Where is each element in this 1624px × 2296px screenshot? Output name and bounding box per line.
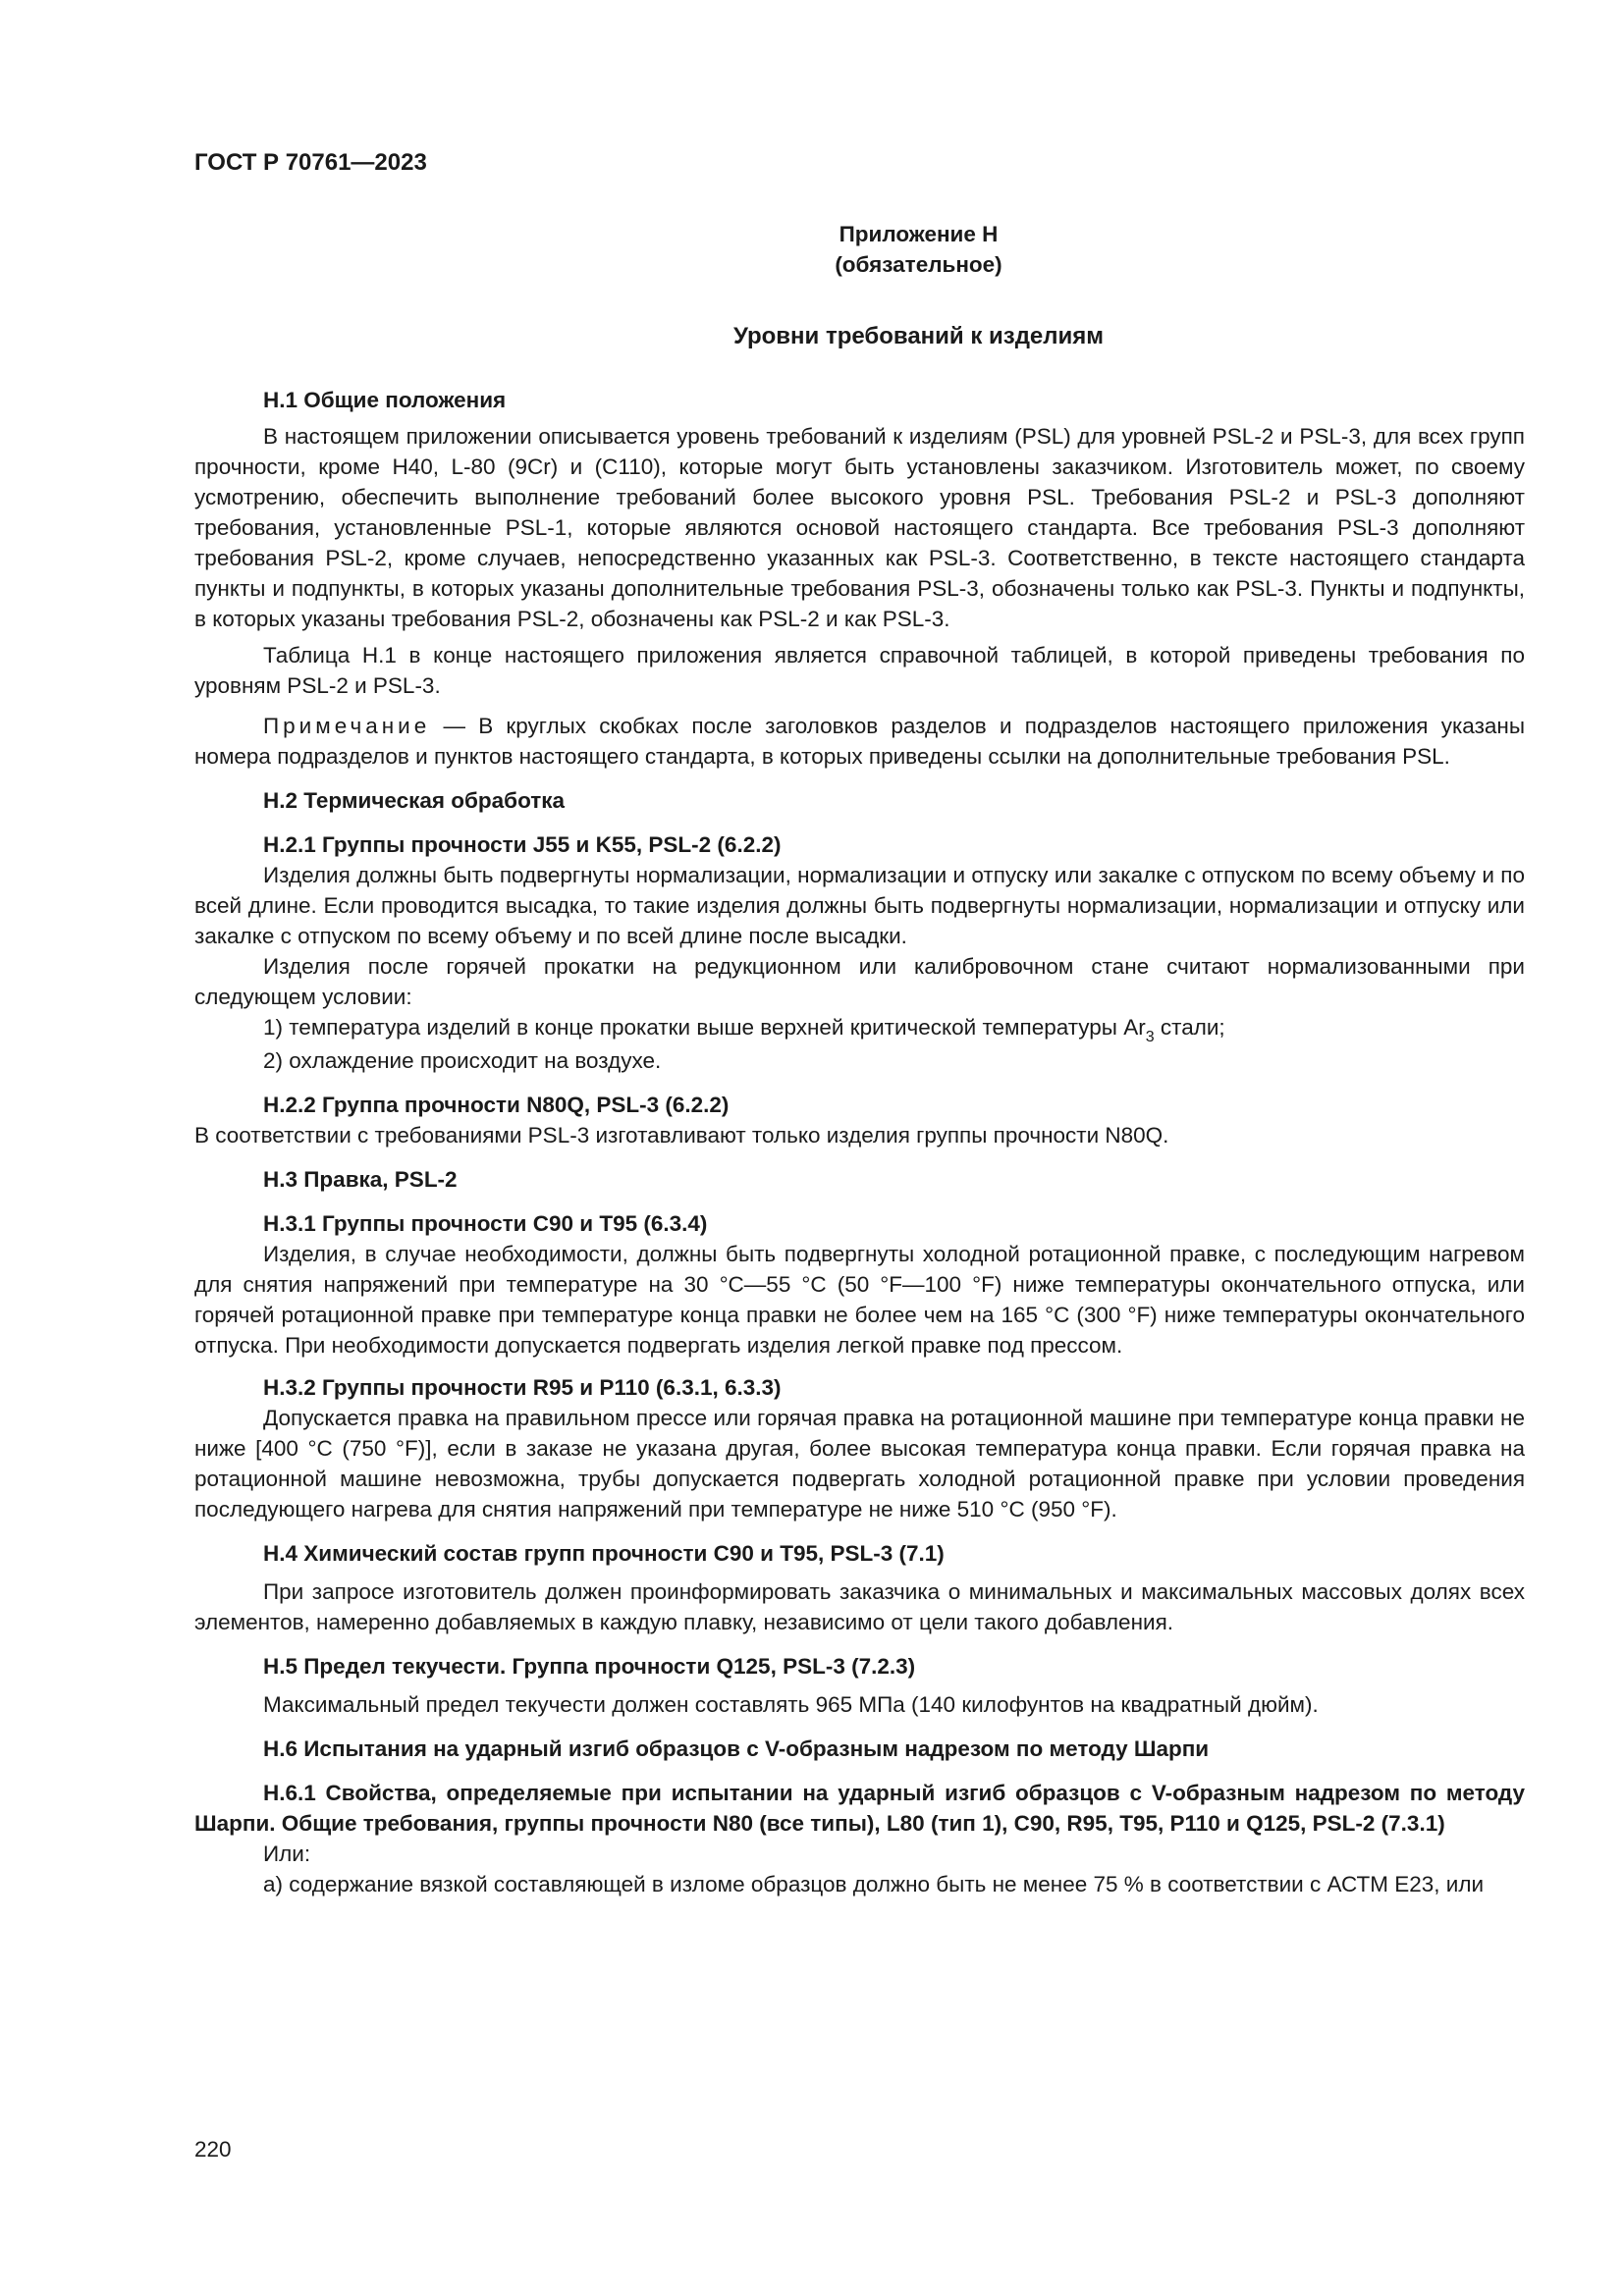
subsection-heading-h6-1: Н.6.1 Свойства, определяемые при испытании на ударный изгиб образцов с V-образным надрезом по методу Шарпи. Общие требования, группы прочности N80 (все типы), L80 (тип 1), C90, R95, T95, P110 и Q125, PSL-2 (7.3.1) xyxy=(194,1781,1525,1836)
document-page xyxy=(194,147,1525,1899)
note-paragraph xyxy=(194,711,1525,772)
paragraph: Допускается правка на правильном прессе или горячая правка на ротационной машине при температуре конца правки не ниже [400 °С (750 °F)], если в заказе не указана другая, более высокая температура конца правки. Если горячая правка на ротационной машине невозможна, трубы допускается подвергать холодной ротационной правке при условии проведения последующего нагрева для снятия напряжений при температуре не ниже 510 °С (950 °F). xyxy=(194,1406,1525,1522)
subscript: 3 xyxy=(1145,1029,1155,1045)
section-heading-h4: Н.4 Химический состав групп прочности С90 и Т95, PSL-3 (7.1) xyxy=(263,1541,945,1566)
page-number: 220 xyxy=(194,2137,232,2162)
section-heading-h2: Н.2 Термическая обработка xyxy=(263,788,566,813)
paragraph: Изделия, в случае необходимости, должны быть подвергнуты холодной ротационной правке, с последующим нагревом для снятия напряжений при температуре на 30 °С—55 °С (50 °F—100 °F) ниже температуры окончательного отпуска, или горячей ротационной правке при температуре конца правки не более чем на 165 °С (300 °F) ниже температуры окончательного отпуска. При необходимости допускается подвергать изделия легкой правке под прессом. xyxy=(194,1242,1525,1358)
paragraph: Изделия должны быть подвергнуты нормализации, нормализации и отпуску или закалке с отпуском по всему объему и по всей длине. Если проводится высадка, то такие изделия должны быть подвергнуты нормализации, нормализации и отпуску или закалке с отпуском по всему объему и по всей длине после высадки. xyxy=(194,863,1525,948)
subsection-heading-h2-2: Н.2.2 Группа прочности N80Q, PSL-3 (6.2.2) xyxy=(263,1093,730,1117)
list-item: 2) охлаждение происходит на воздухе. xyxy=(263,1048,662,1073)
paragraph: В соответствии с требованиями PSL-3 изготавливают только изделия группы прочности N80Q. xyxy=(194,1123,1169,1148)
annex-title: Приложение Н xyxy=(839,222,999,246)
list-item-text-end: стали; xyxy=(1154,1015,1225,1040)
standard-number: ГОСТ Р 70761—2023 xyxy=(194,149,427,176)
section-heading-h5: Н.5 Предел текучести. Группа прочности Q125, PSL-3 (7.2.3) xyxy=(263,1654,916,1679)
list-item xyxy=(194,1012,1525,1045)
paragraph: a) содержание вязкой составляющей в изломе образцов должно быть не менее 75 % в соответствии с АСТМ Е23, или xyxy=(263,1872,1485,1896)
section-heading-h1: Н.1 Общие положения xyxy=(263,388,507,412)
paragraph: Максимальный предел текучести должен составлять 965 МПа (140 килофунтов на квадратный дюйм). xyxy=(263,1692,1319,1717)
subsection-heading-h3-2: Н.3.2 Группы прочности R95 и Р110 (6.3.1, 6.3.3) xyxy=(263,1375,782,1400)
annex-status: (обязательное) xyxy=(835,252,1002,277)
note-text: — В круглых скобках после заголовков разделов и подразделов настоящего приложения указаны номера подразделов и пунктов настоящего стандарта, в которых приведены ссылки на дополнительные требования PSL. xyxy=(194,714,1525,769)
paragraph: При запросе изготовитель должен проинформировать заказчика о минимальных и максимальных массовых долях всех элементов, намеренно добавляемых в каждую плавку, независимо от цели такого добавления. xyxy=(194,1579,1525,1634)
section-heading-h6: Н.6 Испытания на ударный изгиб образцов с V-образным надрезом по методу Шарпи xyxy=(263,1736,1210,1761)
subsection-heading-h3-1: Н.3.1 Группы прочности С90 и Т95 (6.3.4) xyxy=(263,1211,708,1236)
note-label: Примечание xyxy=(263,714,431,738)
paragraph: В настоящем приложении описывается уровень требований к изделиям (PSL) для уровней PSL-2 и PSL-3, для всех групп прочности, кроме H40, L-80 (9Cr) и (С110), которые могут быть установлены заказчиком. Изготовитель может, по своему усмотрению, обеспечить выполнение требований более высокого уровня PSL. Требования PSL-2 и PSL-3 дополняют требования, установленные PSL-1, которые являются основой настоящего стандарта. Все требования PSL-3 дополняют требования PSL-2, кроме случаев, непосредственно указанных как PSL-3. Соответственно, в тексте настоящего стандарта пункты и подпункты, в которых указаны дополнительные требования PSL-3, обозначены только как PSL-3. Пункты и подпункты, в которых указаны требования PSL-2, обозначены как PSL-2 и как PSL-3. xyxy=(194,424,1525,631)
section-heading-h3: Н.3 Правка, PSL-2 xyxy=(263,1167,458,1192)
paragraph: Или: xyxy=(263,1842,311,1866)
subsection-heading-h2-1: Н.2.1 Группы прочности J55 и K55, PSL-2 (6.2.2) xyxy=(263,832,782,857)
annex-name: Уровни требований к изделиям xyxy=(732,323,1105,349)
list-item-text: 1) температура изделий в конце прокатки выше верхней критической температуры Ar xyxy=(263,1015,1146,1040)
paragraph: Таблица Н.1 в конце настоящего приложения является справочной таблицей, в которой приведены требования по уровням PSL-2 и PSL-3. xyxy=(194,643,1525,698)
paragraph: Изделия после горячей прокатки на редукционном или калибровочном стане считают нормализованными при следующем условии: xyxy=(194,954,1525,1009)
